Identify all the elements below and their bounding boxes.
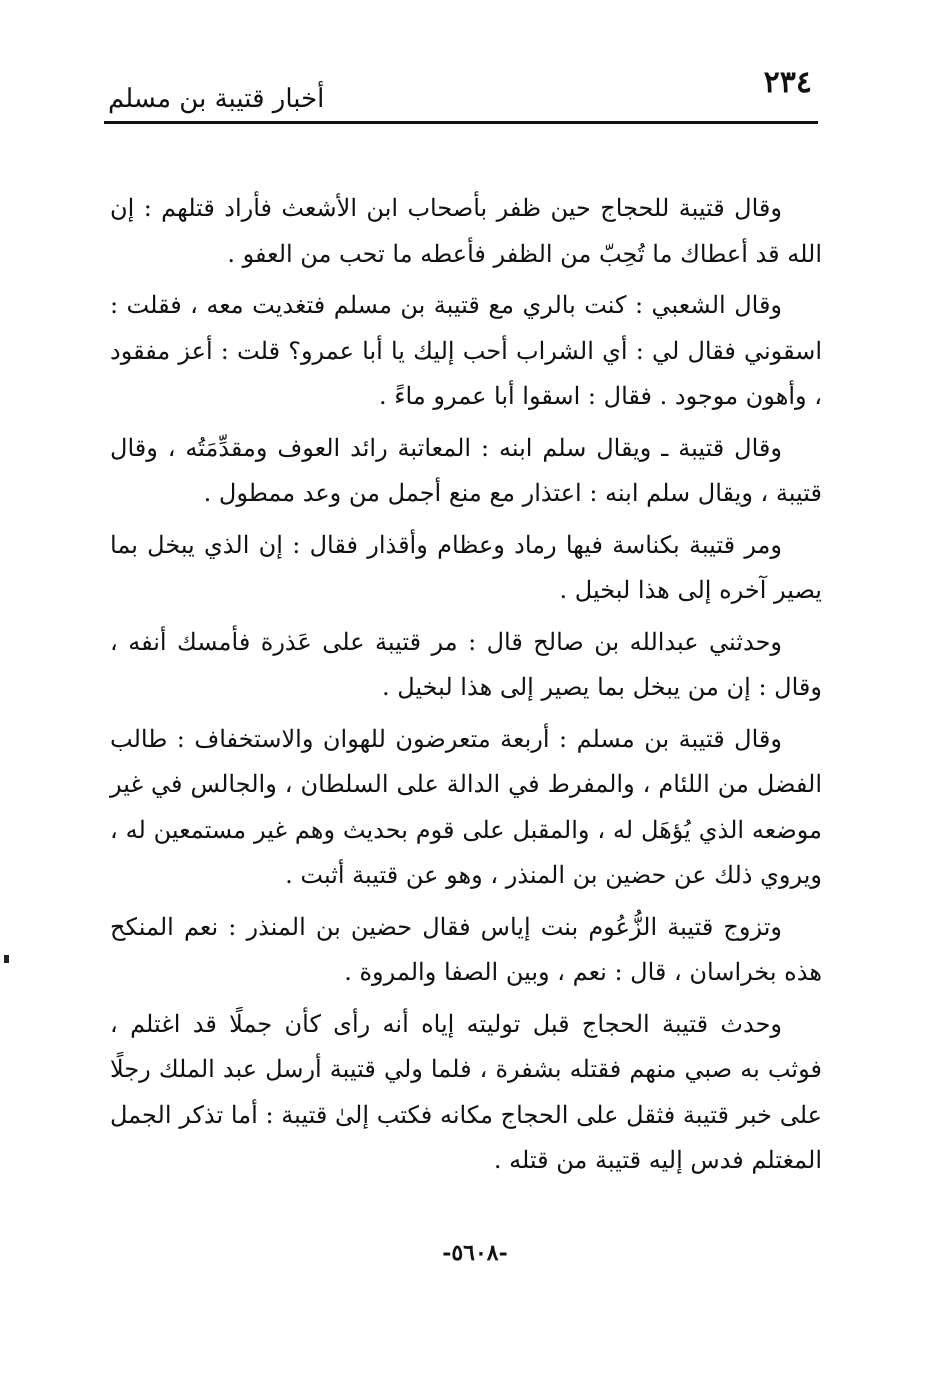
paragraph: وقال قتيبة بن مسلم : أربعة متعرضون للهوان والاستخفاف : طالب الفضل من اللئام ، والمفرط في الدالة على السلطان ، والجالس في غير موضعه الذي يُؤهَل له ، والمقبل على قوم بحديث وهم غير مستمعين له ، ويروي ذلك عن حضين بن المنذر ، وهو عن قتيبة أثبت .	[110, 724, 822, 889]
folio-number: -٥٦٠٨-	[442, 1240, 508, 1266]
paragraph: وتزوج قتيبة الزُّعُوم بنت إياس فقال حضين بن المنذر : نعم المنكح هذه بخراسان ، قال : نعم ، وبين الصفا والمروة .	[110, 912, 822, 986]
body-text	[110, 186, 822, 1190]
paragraph: وقال الشعبي : كنت بالري مع قتيبة بن مسلم فتغديت معه ، فقلت : اسقوني فقال لي : أي الشراب أحب إليك يا أبا عمرو؟ قلت : أعز مفقود ، وأهون موجود . فقال : اسقوا أبا عمرو ماءً .	[110, 291, 822, 410]
page-number: ٢٣٤	[763, 65, 812, 100]
paragraph: وقال قتيبة ـ ويقال سلم ابنه : المعاتبة رائد العوف ومقدِّمَتُه ، وقال قتيبة ، ويقال سلم ابنه : اعتذار مع منع أجمل من وعد ممطول .	[110, 433, 822, 507]
paragraph: وقال قتيبة للحجاج حين ظفر بأصحاب ابن الأشعث فأراد قتلهم : إن الله قد أعطاك ما تُحِبّ من الظفر فأعطه ما تحب من العفو .	[110, 194, 822, 268]
scan-margin-mark	[4, 955, 9, 963]
paragraph: ومر قتيبة بكناسة فيها رماد وعظام وأقذار فقال : إن الذي يبخل بما يصير آخره إلى هذا لبخيل .	[110, 530, 822, 604]
header-rule	[104, 121, 818, 124]
page-header	[108, 62, 816, 120]
paragraph: وحدثني عبدالله بن صالح قال : مر قتيبة على عَذرة فأمسك أنفه ، وقال : إن من يبخل بما يصير إلى هذا لبخيل .	[110, 627, 822, 701]
paragraph: وحدث قتيبة الحجاج قبل توليته إياه أنه رأى كأن جملًا قد اغتلم ، فوثب به صبي منهم فقتله بشفرة ، فلما ولي قتيبة أرسل عبد الملك رجلًا على خبر قتيبة فثقل على الحجاج مكانه فكتب إلىٰ قتيبة : أما تذكر الجمل المغتلم فدس إليه قتيبة من قتله .	[110, 1009, 822, 1174]
running-title: أخبار قتيبة بن مسلم	[108, 84, 325, 114]
